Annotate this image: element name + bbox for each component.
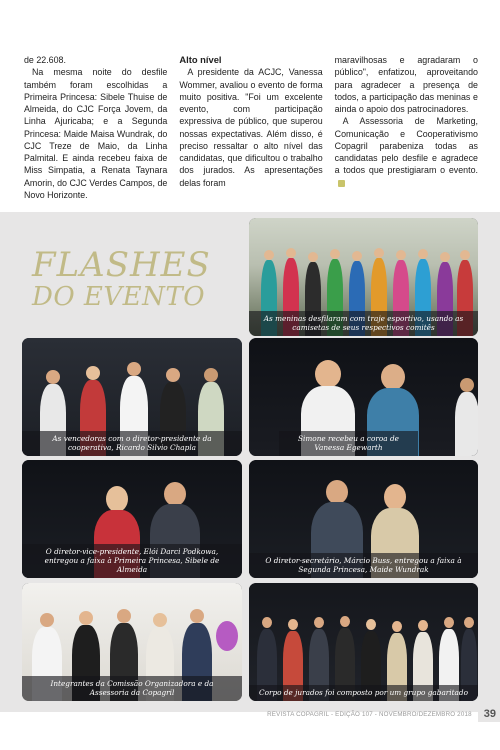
magazine-edition: REVISTA COPAGRIL - EDIÇÃO 107 - NOVEMBRO/DEZEMBRO 2018 xyxy=(267,710,472,718)
photo-caption: As meninas desfilaram com traje esportivo, usando as camisetas de seus respectivos comitês xyxy=(249,311,478,336)
paragraph xyxy=(335,115,478,189)
section-heading: Alto nível xyxy=(179,54,222,65)
gallery-title-line2: DO EVENTO xyxy=(32,282,206,312)
page-footer xyxy=(267,706,500,722)
photo-organizing-committee xyxy=(22,583,242,701)
photo-caption: Corpo de jurados foi composto por um grupo gabaritado xyxy=(249,685,478,701)
paragraph: de 22.608. xyxy=(24,55,66,65)
end-mark-icon xyxy=(338,180,345,187)
paragraph: Na mesma noite do desfile também foram escolhidas a Primeira Princesa: Sibele Thuise de Almeida, do CJC Força Jovem, da Linha Ajuricaba; e a Segunda Princesa: Maide Maisa Wundrak, do CJC Treze de Maio, da Linha Palmital. E ainda recebeu faixa de Miss Simpatia, a Renata Taynara Amorin, do CJC Verdes Campos, de Novo Horizonte. xyxy=(24,67,168,200)
gallery-title-line1: FLASHES xyxy=(32,245,211,285)
photo-caption: As vencedoras com o diretor-presidente da cooperativa, Ricardo Silvio Chapla xyxy=(22,431,242,456)
gallery-title xyxy=(32,245,232,312)
page-number: 39 xyxy=(478,706,500,722)
photo-caption: Simone recebeu a coroa de Vanessa Egewarth xyxy=(279,431,418,456)
paragraph-text: A Assessoria de Marketing, Comunicação e Cooperativismo Copagril parabeniza todas as candidatas pelo desfile e agradece a todos que prestigiaram o evento. xyxy=(334,116,478,176)
paragraph: A presidente da ACJC, Vanessa Wommer, avaliou o evento de forma muito positiva. "Foi um excelente evento, com participação expressiva de público, que superou nossas expectativas. Além disso, é preciso ressaltar o alto nível das candidatas, que dificultou o trabalho dos jurados. As apresentações delas foram xyxy=(179,67,323,188)
photo-judges xyxy=(249,583,478,701)
photo-caption: O diretor-secretário, Márcio Buss, entregou a faixa à Segunda Princesa, Maide Wundrak xyxy=(249,553,478,578)
paragraph: maravilhosas e agradaram o público", enfatizou, aproveitando para agradecer a presença de todos, a participação das meninas e ainda o apoio dos patrocinadores. xyxy=(334,55,478,114)
article-column-1 xyxy=(24,54,167,204)
photo-winners-president xyxy=(22,338,242,456)
orchid-flowers xyxy=(216,621,238,651)
article-column-3 xyxy=(335,54,478,204)
photo-gallery xyxy=(0,212,500,712)
photo-crowning xyxy=(249,338,478,456)
photo-caption: Integrantes da Comissão Organizadora e da Assessoria da Copagril xyxy=(22,676,242,701)
article-column-2 xyxy=(179,54,322,204)
photo-sports-outfits xyxy=(249,218,478,336)
article-columns xyxy=(24,54,478,204)
photo-first-princess xyxy=(22,460,242,578)
photo-caption: O diretor-vice-presidente, Elói Darci Podkowa, entregou a faixa à Primeira Princesa, Sibele de Almeida xyxy=(22,544,242,578)
photo-figure xyxy=(455,376,478,456)
photo-second-princess xyxy=(249,460,478,578)
